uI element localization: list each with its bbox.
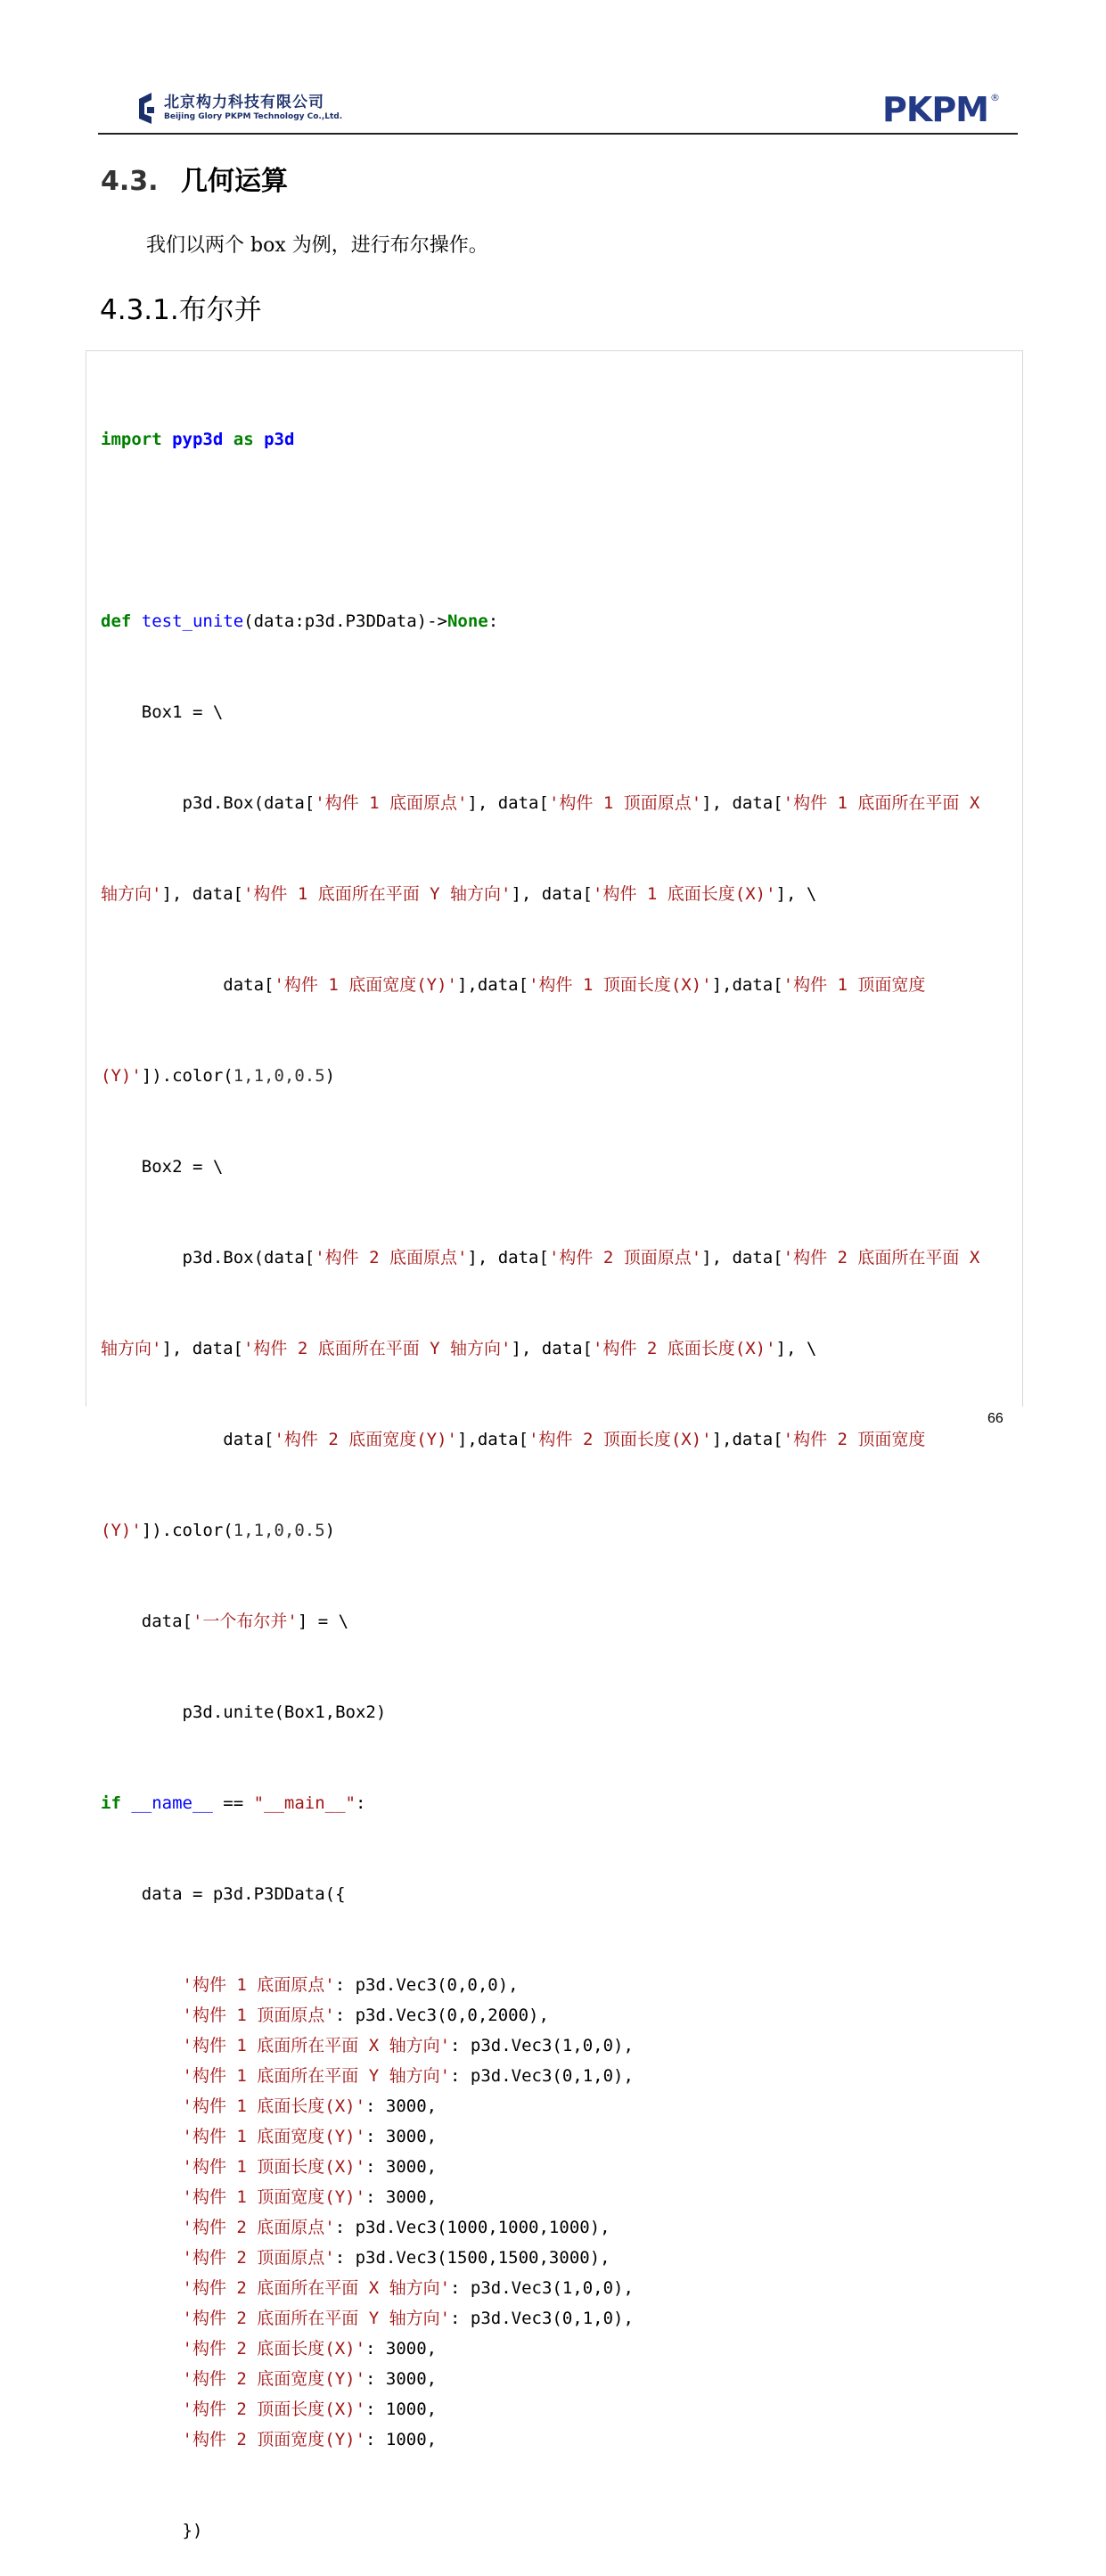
code-line: p3d.Box(data['构件 1 底面原点'], data['构件 1 顶面原点'], data['构件 1 底面所在平面 X [101,793,980,813]
code-line: '构件 1 底面长度(X)': 3000, [182,2096,438,2116]
code-line: if __name__ == "__main__": [101,1793,366,1813]
glory-logo-icon [134,90,157,126]
code-listing [101,364,1010,2576]
brand-name: PKPM [882,90,988,129]
code-line: '构件 1 顶面宽度(Y)': 3000, [182,2187,438,2207]
company-logo [134,90,342,126]
intro-paragraph: 我们以两个 box 为例，进行布尔操作。 [146,234,488,257]
code-line: (Y)']).color(1,1,0,0.5) [101,1521,336,1540]
code-line: '构件 2 底面长度(X)': 3000, [182,2339,438,2359]
section-title: 几何运算 [181,166,288,197]
code-line: data['一个布尔并'] = \ [101,1612,349,1631]
code-line: '构件 2 底面宽度(Y)': 3000, [182,2369,438,2389]
code-line: '构件 2 底面原点': p3d.Vec3(1000,1000,1000), [182,2218,610,2237]
code-line: p3d.unite(Box1,Box2) [101,1702,387,1722]
code-line: '构件 1 顶面原点': p3d.Vec3(0,0,2000), [182,2006,549,2025]
code-line: '构件 2 顶面长度(X)': 1000, [182,2400,438,2419]
code-line: 轴方向'], data['构件 1 底面所在平面 Y 轴方向'], data['构件 1 底面长度(X)'], \ [101,884,817,904]
registered-mark: ® [990,92,1000,103]
code-line: '构件 1 底面原点': p3d.Vec3(0,0,0), [182,1975,519,1995]
code-line: }) [101,2521,203,2540]
code-line: Box1 = \ [101,702,224,722]
code-line [101,515,1010,546]
code-line: Box2 = \ [101,1157,224,1177]
page-header [98,85,1018,135]
code-line: '构件 2 底面所在平面 Y 轴方向': p3d.Vec3(0,1,0), [182,2309,634,2328]
section-heading [101,159,288,198]
code-line: data['构件 1 底面宽度(Y)'],data['构件 1 顶面长度(X)'],data['构件 1 顶面宽度 [101,975,926,995]
code-line: data['构件 2 底面宽度(Y)'],data['构件 2 顶面长度(X)'],data['构件 2 顶面宽度 [101,1430,926,1449]
code-line: p3d.Box(data['构件 2 底面原点'], data['构件 2 顶面原点'], data['构件 2 底面所在平面 X [101,1248,980,1267]
code-line: '构件 2 顶面宽度(Y)': 1000, [182,2430,438,2449]
code-line: def test_unite(data:p3d.P3DData)->None: [101,611,499,631]
code-line: 轴方向'], data['构件 2 底面所在平面 Y 轴方向'], data['构件 2 底面长度(X)'], \ [101,1339,817,1358]
code-line: (Y)']).color(1,1,0,0.5) [101,1066,336,1086]
subsection-heading: 4.3.1.布尔并 [100,294,262,326]
code-line: '构件 1 顶面长度(X)': 3000, [182,2157,438,2177]
code-line: '构件 1 底面所在平面 Y 轴方向': p3d.Vec3(0,1,0), [182,2066,634,2086]
code-line: data = p3d.P3DData({ [101,1884,346,1904]
pkpm-logo [882,92,1000,127]
page-number: 66 [987,1411,1004,1426]
section-number: 4.3. [101,166,159,197]
code-line: '构件 1 底面所在平面 X 轴方向': p3d.Vec3(1,0,0), [182,2036,634,2055]
code-line: import pyp3d as p3d [101,430,295,449]
company-name-cn: 北京构力科技有限公司 [164,94,324,111]
code-line: '构件 2 顶面原点': p3d.Vec3(1500,1500,3000), [182,2248,610,2268]
code-line: '构件 2 底面所在平面 X 轴方向': p3d.Vec3(1,0,0), [182,2278,634,2298]
company-name-en: Beijing Glory PKPM Technology Co.,Ltd. [164,112,343,121]
code-line: '构件 1 底面宽度(Y)': 3000, [182,2127,438,2146]
